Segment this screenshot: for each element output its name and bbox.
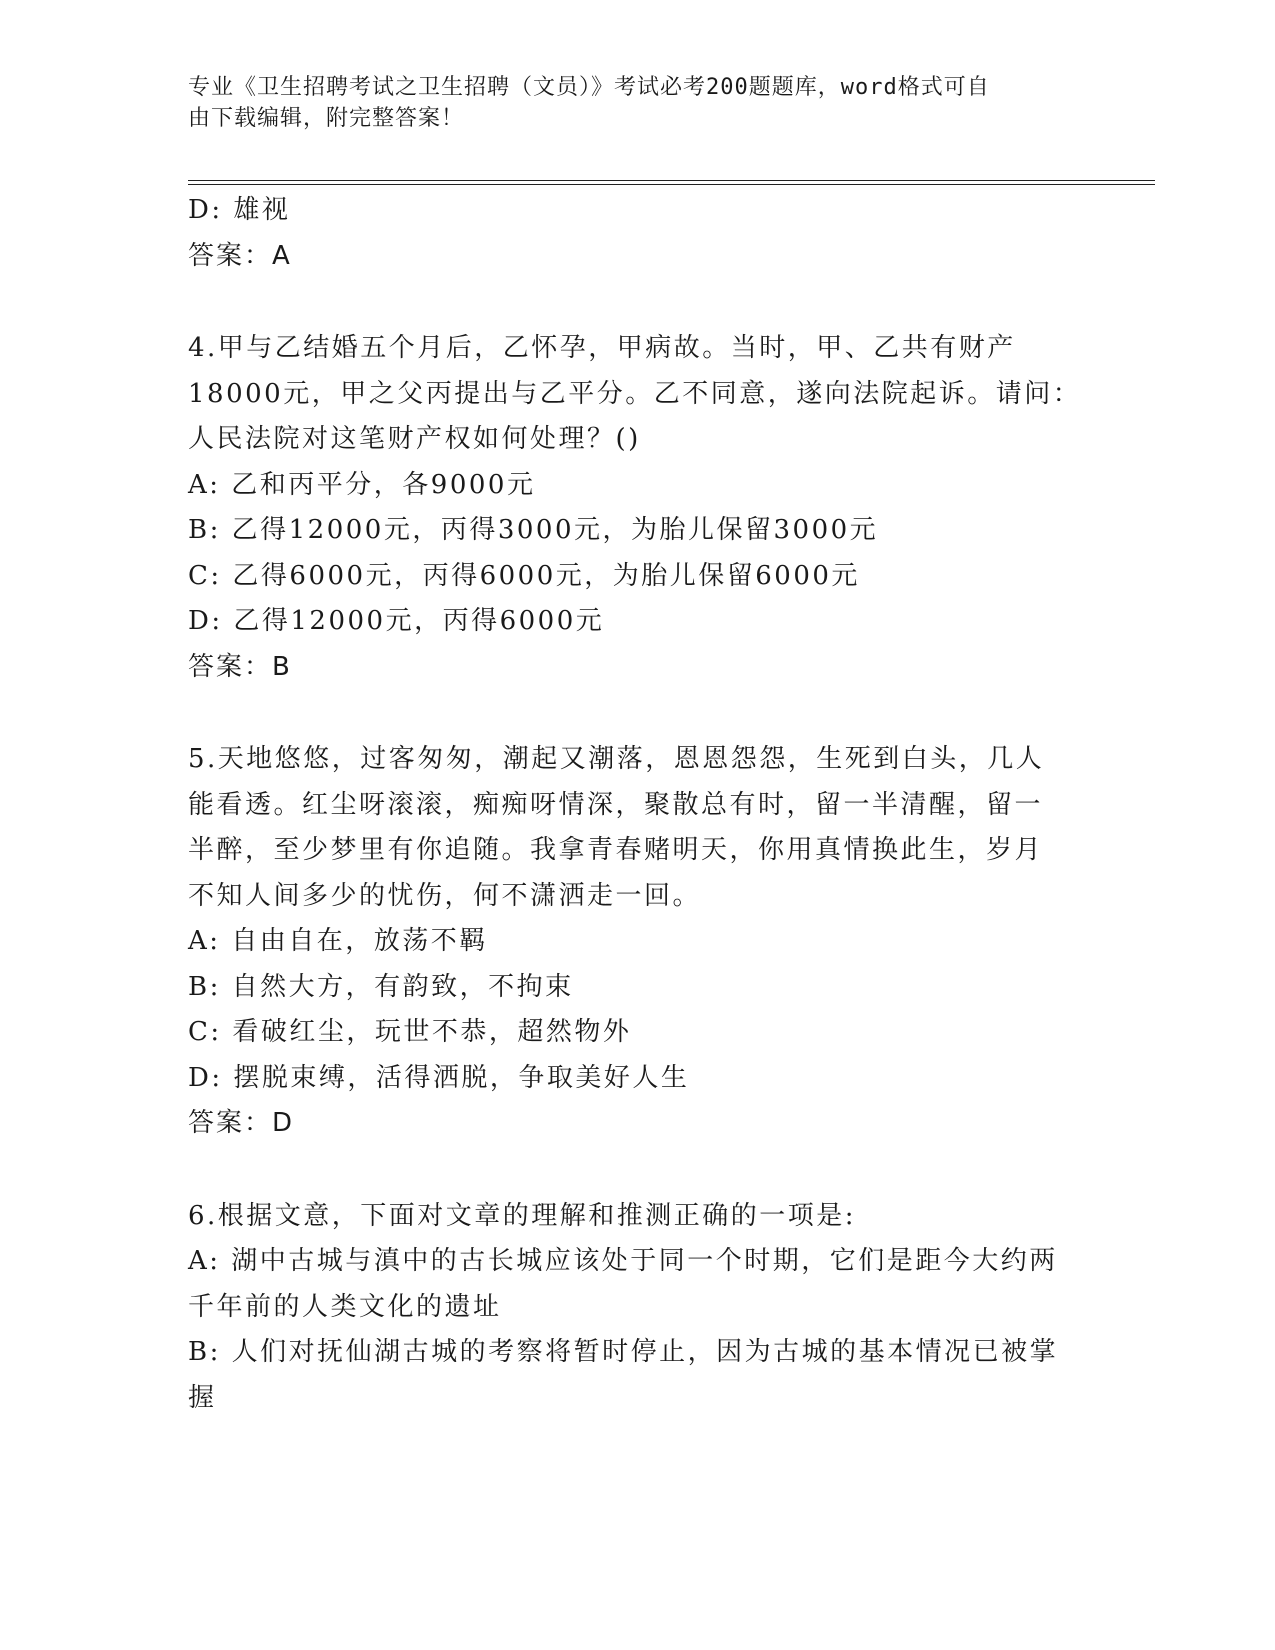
- question-stem-line: 4.甲与乙结婚五个月后，乙怀孕，甲病故。当时，甲、乙共有财产: [188, 333, 1016, 363]
- question-stem-line: 18000元，甲之父丙提出与乙平分。乙不同意，遂向法院起诉。请问：: [188, 378, 1082, 409]
- option-b-continued: 握: [188, 1382, 217, 1413]
- answer: 答案：A: [188, 240, 292, 271]
- question-4: [188, 326, 1088, 690]
- question-6: [188, 1194, 1088, 1422]
- option-d: D: 雄视: [188, 195, 291, 225]
- question-stem-line: 人民法院对这笔财产权如何处理？(): [188, 424, 641, 454]
- option-b: B: 乙得12000元，丙得3000元，为胎儿保留3000元: [188, 515, 879, 545]
- question-stem-line: 半醉，至少梦里有你追随。我拿青春赌明天，你用真情换此生，岁月: [188, 835, 1044, 865]
- header-divider-bottom: [188, 184, 1155, 185]
- document-header: [188, 72, 1068, 134]
- option-d: D: 乙得12000元，丙得6000元: [188, 606, 605, 636]
- header-line-1: 专业《卫生招聘考试之卫生招聘（文员）》考试必考200题题库，word格式可自: [188, 75, 990, 100]
- option-c: C: 乙得6000元，丙得6000元，为胎儿保留6000元: [188, 560, 860, 591]
- header-divider-top: [188, 180, 1155, 181]
- question-stem-line: 不知人间多少的忧伤，何不潇洒走一回。: [188, 880, 702, 911]
- option-a: A: 湖中古城与滇中的古长城应该处于同一个时期，它们是距今大约两: [188, 1246, 1058, 1276]
- option-b: B: 自然大方，有韵致，不拘束: [188, 971, 574, 1002]
- answer: 答案：D: [188, 1108, 295, 1138]
- question-stem-line: 6.根据文意，下面对文章的理解和推测正确的一项是:: [188, 1200, 857, 1231]
- answer: 答案：B: [188, 651, 292, 682]
- option-d: D: 摆脱束缚，活得洒脱，争取美好人生: [188, 1062, 690, 1093]
- document-body: [188, 188, 1088, 1421]
- question-stem-line: 5.天地悠悠，过客匆匆，潮起又潮落，恩恩怨怨，生死到白头，几人: [188, 744, 1045, 774]
- option-a-continued: 千年前的人类文化的遗址: [188, 1291, 502, 1322]
- question-stem-line: 能看透。红尘呀滚滚，痴痴呀情深，聚散总有时，留一半清醒，留一: [188, 789, 1044, 820]
- option-a: A: 自由自在，放荡不羁: [188, 926, 488, 956]
- question-5: [188, 737, 1088, 1147]
- option-c: C: 看破红尘，玩世不恭，超然物外: [188, 1017, 632, 1047]
- option-a: A: 乙和丙平分，各9000元: [188, 469, 536, 500]
- option-b: B: 人们对抚仙湖古城的考察将暂时停止，因为古城的基本情况已被掌: [188, 1337, 1059, 1367]
- header-line-2: 由下载编辑，附完整答案！: [188, 106, 465, 131]
